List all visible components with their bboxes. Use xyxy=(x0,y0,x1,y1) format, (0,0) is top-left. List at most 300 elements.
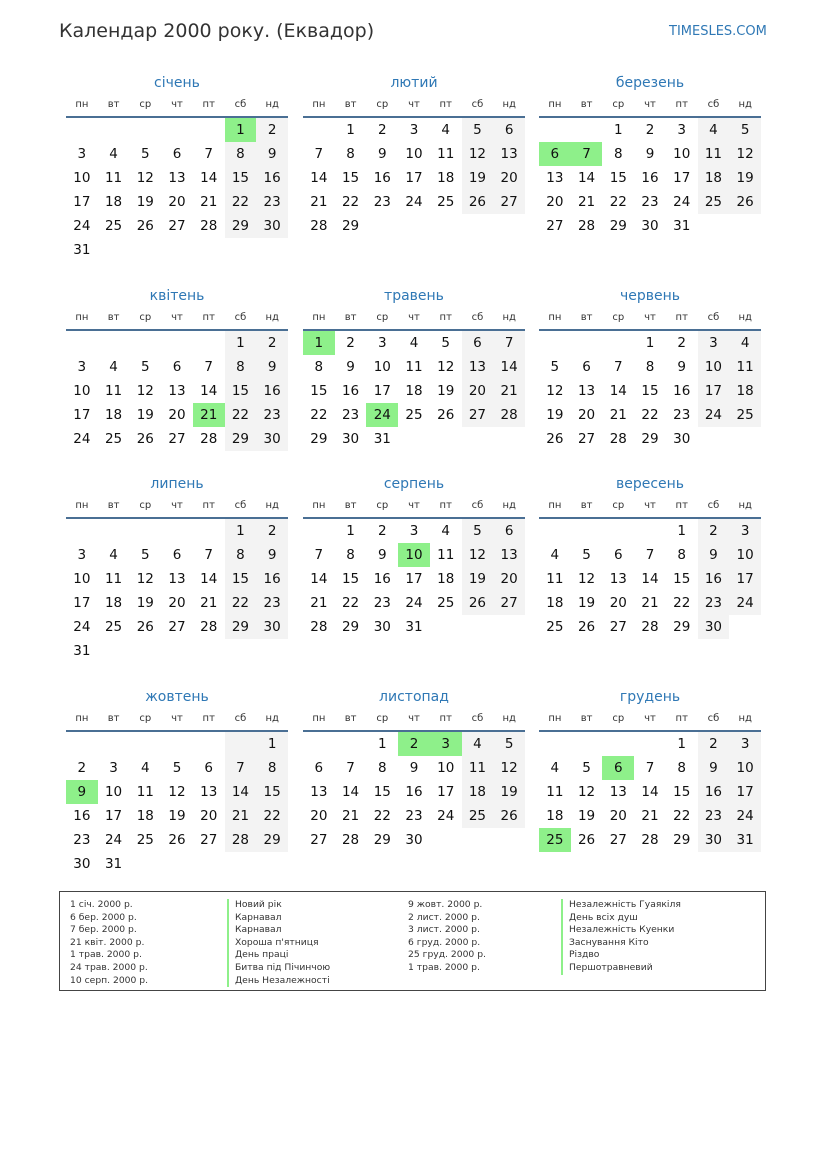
weekday-label: чт xyxy=(171,99,183,110)
day-cell: 30 xyxy=(698,828,730,852)
day-cell: 16 xyxy=(341,383,360,399)
empty-day-cell xyxy=(493,214,525,238)
day-cell: 3 xyxy=(377,335,387,351)
empty-day-cell xyxy=(539,331,571,355)
weekday-label: вт xyxy=(344,99,357,110)
day-cell: 11 xyxy=(462,756,494,780)
month-block xyxy=(303,72,525,238)
empty-day-cell xyxy=(430,615,462,639)
weekday-label: вт xyxy=(107,99,120,110)
holiday-date: 1 січ. 2000 р. xyxy=(70,899,133,910)
day-cell: 11 xyxy=(698,142,730,166)
weekday-label: нд xyxy=(738,713,752,724)
empty-day-cell xyxy=(98,238,130,262)
empty-day-cell xyxy=(539,732,571,756)
day-cell: 17 xyxy=(73,595,91,611)
day-cell: 8 xyxy=(225,355,257,379)
day-cell: 4 xyxy=(441,523,450,539)
day-cell: 6 xyxy=(172,359,182,375)
weekday-label: вт xyxy=(580,713,593,724)
day-cell: 1 xyxy=(346,523,355,539)
day-cell: 16 xyxy=(256,166,288,190)
day-cell: 9 xyxy=(256,543,288,567)
weekday-label: сб xyxy=(234,312,247,323)
weekday-label: пн xyxy=(312,713,326,724)
day-cell: 13 xyxy=(493,142,525,166)
day-cell: 18 xyxy=(104,595,123,611)
day-cell: 23 xyxy=(73,832,91,848)
day-cell: 23 xyxy=(673,407,691,423)
day-cell: 14 xyxy=(200,571,218,587)
weekday-label: пт xyxy=(439,99,452,110)
day-cell: 4 xyxy=(550,547,560,563)
day-cell: 27 xyxy=(546,218,564,234)
holiday-day-cell: 25 xyxy=(539,828,571,852)
weekday-label: ср xyxy=(376,99,389,110)
empty-day-cell xyxy=(602,331,634,355)
weekday-label: ср xyxy=(612,500,625,511)
day-cell: 19 xyxy=(136,194,154,210)
holiday-day-cell: 6 xyxy=(539,142,571,166)
empty-day-cell xyxy=(430,427,462,451)
day-cell: 7 xyxy=(314,547,324,563)
weekday-label: чт xyxy=(408,312,420,323)
day-cell: 26 xyxy=(136,619,154,635)
weekday-label: вт xyxy=(344,312,357,323)
day-cell: 15 xyxy=(673,571,691,587)
day-cell: 30 xyxy=(256,427,288,451)
weekday-label: нд xyxy=(502,713,516,724)
day-cell: 7 xyxy=(346,760,355,776)
day-cell: 26 xyxy=(729,190,761,214)
day-cell: 26 xyxy=(168,832,186,848)
weekday-label: сб xyxy=(471,312,484,323)
empty-day-cell xyxy=(129,118,161,142)
day-cell: 25 xyxy=(104,431,123,447)
empty-day-cell xyxy=(225,238,257,262)
day-cell: 25 xyxy=(698,190,730,214)
day-cell: 3 xyxy=(109,760,118,776)
day-cell: 11 xyxy=(729,355,761,379)
day-cell: 24 xyxy=(104,832,123,848)
day-cell: 5 xyxy=(140,359,150,375)
day-cell: 17 xyxy=(437,784,455,800)
holiday-name: День всіх душ xyxy=(561,912,681,925)
holiday-day-cell: 1 xyxy=(303,331,335,355)
weekday-label: сб xyxy=(471,99,484,110)
day-cell: 24 xyxy=(729,804,761,828)
weekday-label: пн xyxy=(75,500,89,511)
day-cell: 4 xyxy=(109,547,118,563)
empty-day-cell xyxy=(193,732,225,756)
day-cell: 24 xyxy=(405,194,423,210)
day-cell: 23 xyxy=(341,407,360,423)
day-cell: 24 xyxy=(729,591,761,615)
holiday-day-cell: 7 xyxy=(571,142,603,166)
holiday-date: 10 серп. 2000 р. xyxy=(70,974,149,986)
weekday-label: нд xyxy=(502,99,516,110)
day-cell: 26 xyxy=(136,218,154,234)
empty-day-cell xyxy=(493,615,525,639)
weekday-label: чт xyxy=(644,713,656,724)
empty-day-cell xyxy=(634,732,666,756)
empty-day-cell xyxy=(462,214,494,238)
weekday-header xyxy=(303,307,525,329)
weekday-label: пн xyxy=(548,99,562,110)
empty-day-cell xyxy=(493,828,525,852)
day-cell: 27 xyxy=(577,431,596,447)
day-cell: 11 xyxy=(104,571,123,587)
day-cell: 7 xyxy=(225,756,257,780)
weekday-header xyxy=(303,495,525,517)
day-cell: 13 xyxy=(577,383,596,399)
holiday-date: 6 бер. 2000 р. xyxy=(70,911,137,923)
day-cell: 2 xyxy=(77,760,87,776)
day-cell: 12 xyxy=(168,784,186,800)
day-cell: 3 xyxy=(77,146,87,162)
day-cell: 13 xyxy=(168,383,186,399)
day-cell: 5 xyxy=(582,547,591,563)
day-cell: 19 xyxy=(462,567,494,591)
day-cell: 29 xyxy=(641,431,659,447)
day-cell: 23 xyxy=(373,595,391,611)
day-cell: 10 xyxy=(729,756,761,780)
holiday-day-cell: 1 xyxy=(225,118,257,142)
day-cell: 20 xyxy=(462,379,494,403)
weekday-label: пт xyxy=(202,500,215,511)
day-grid xyxy=(539,331,761,451)
day-cell: 13 xyxy=(168,571,186,587)
day-cell: 20 xyxy=(493,166,525,190)
day-cell: 5 xyxy=(140,146,150,162)
day-cell: 20 xyxy=(493,567,525,591)
empty-day-cell xyxy=(161,732,193,756)
day-cell: 7 xyxy=(645,760,655,776)
empty-day-cell xyxy=(98,519,130,543)
day-cell: 18 xyxy=(546,595,564,611)
day-cell: 8 xyxy=(677,547,686,563)
weekday-label: чт xyxy=(408,99,420,110)
weekday-label: пт xyxy=(439,713,452,724)
day-cell: 11 xyxy=(437,146,455,162)
weekday-label: нд xyxy=(265,99,279,110)
day-cell: 17 xyxy=(673,170,691,186)
weekday-header xyxy=(66,495,288,517)
day-cell: 22 xyxy=(673,808,691,824)
weekday-label: пн xyxy=(312,500,326,511)
day-cell: 10 xyxy=(437,760,455,776)
weekday-label: ср xyxy=(612,713,625,724)
day-cell: 17 xyxy=(698,379,730,403)
day-cell: 13 xyxy=(168,170,186,186)
day-cell: 5 xyxy=(462,519,494,543)
empty-day-cell xyxy=(193,238,225,262)
day-cell: 2 xyxy=(677,335,686,351)
day-cell: 21 xyxy=(641,595,659,611)
day-grid xyxy=(66,118,288,262)
day-cell: 9 xyxy=(377,547,387,563)
day-cell: 4 xyxy=(698,118,730,142)
day-cell: 14 xyxy=(641,571,659,587)
day-cell: 15 xyxy=(225,567,257,591)
brand-link[interactable]: TIMESLES.COM xyxy=(669,24,767,39)
weekday-label: нд xyxy=(502,500,516,511)
day-cell: 22 xyxy=(641,407,659,423)
day-cell: 10 xyxy=(73,383,91,399)
holiday-name: День Незалежності xyxy=(227,975,330,988)
day-cell: 20 xyxy=(546,194,564,210)
month-name: лютий xyxy=(390,75,438,91)
day-cell: 8 xyxy=(314,359,324,375)
day-cell: 23 xyxy=(256,403,288,427)
day-cell: 26 xyxy=(493,804,525,828)
weekday-label: вт xyxy=(107,500,120,511)
weekday-label: пт xyxy=(439,500,452,511)
day-cell: 29 xyxy=(341,218,360,234)
day-cell: 7 xyxy=(493,331,525,355)
day-cell: 26 xyxy=(462,591,494,615)
empty-day-cell xyxy=(225,639,257,663)
day-cell: 21 xyxy=(641,808,659,824)
day-cell: 13 xyxy=(200,784,218,800)
weekday-header xyxy=(66,708,288,730)
empty-day-cell xyxy=(129,238,161,262)
weekday-label: нд xyxy=(738,99,752,110)
day-cell: 13 xyxy=(609,571,627,587)
day-cell: 22 xyxy=(256,804,288,828)
day-cell: 11 xyxy=(136,784,154,800)
weekday-label: вт xyxy=(580,99,593,110)
day-cell: 8 xyxy=(346,547,355,563)
day-cell: 26 xyxy=(577,619,596,635)
day-cell: 2 xyxy=(346,335,355,351)
weekday-label: сб xyxy=(471,500,484,511)
day-cell: 11 xyxy=(546,784,564,800)
day-cell: 15 xyxy=(641,383,659,399)
day-cell: 13 xyxy=(310,784,328,800)
holiday-day-cell: 2 xyxy=(398,732,430,756)
holiday-legend xyxy=(59,891,766,991)
day-cell: 22 xyxy=(341,194,360,210)
day-cell: 30 xyxy=(405,832,423,848)
day-cell: 26 xyxy=(546,431,564,447)
weekday-label: нд xyxy=(738,500,752,511)
holiday-date: 9 жовт. 2000 р. xyxy=(408,899,483,910)
day-cell: 29 xyxy=(225,427,257,451)
day-cell: 28 xyxy=(310,218,328,234)
holiday-name: Карнавал xyxy=(227,912,330,925)
weekday-label: нд xyxy=(265,312,279,323)
weekday-header xyxy=(539,495,761,517)
day-cell: 8 xyxy=(256,756,288,780)
day-cell: 18 xyxy=(405,383,423,399)
holiday-name: Хороша п'ятниця xyxy=(227,937,330,950)
day-cell: 2 xyxy=(377,122,387,138)
weekday-header xyxy=(66,307,288,329)
day-cell: 21 xyxy=(310,595,328,611)
day-cell: 4 xyxy=(729,331,761,355)
day-cell: 20 xyxy=(168,194,186,210)
weekday-label: пт xyxy=(675,713,688,724)
day-cell: 4 xyxy=(462,732,494,756)
empty-day-cell xyxy=(430,214,462,238)
day-cell: 6 xyxy=(204,760,213,776)
day-cell: 23 xyxy=(641,194,659,210)
weekday-header xyxy=(66,94,288,116)
day-cell: 6 xyxy=(582,359,591,375)
day-cell: 20 xyxy=(577,407,596,423)
day-cell: 9 xyxy=(698,543,730,567)
day-cell: 25 xyxy=(437,595,455,611)
holiday-name: Різдво xyxy=(561,949,681,962)
day-cell: 1 xyxy=(225,519,257,543)
day-cell: 14 xyxy=(493,355,525,379)
weekday-label: ср xyxy=(612,99,625,110)
day-cell: 28 xyxy=(310,619,328,635)
day-cell: 30 xyxy=(673,431,691,447)
month-name: жовтень xyxy=(145,689,209,705)
day-cell: 22 xyxy=(225,591,257,615)
day-cell: 31 xyxy=(73,643,91,659)
day-cell: 26 xyxy=(136,431,154,447)
day-cell: 29 xyxy=(673,832,691,848)
day-cell: 29 xyxy=(225,214,257,238)
day-cell: 22 xyxy=(341,595,360,611)
day-cell: 5 xyxy=(441,335,450,351)
empty-day-cell xyxy=(366,214,398,238)
day-cell: 30 xyxy=(73,856,91,872)
day-cell: 25 xyxy=(546,619,564,635)
day-cell: 10 xyxy=(373,359,391,375)
day-cell: 9 xyxy=(409,760,419,776)
empty-day-cell xyxy=(462,427,494,451)
day-cell: 9 xyxy=(645,146,655,162)
weekday-label: ср xyxy=(376,713,389,724)
day-cell: 5 xyxy=(582,760,591,776)
day-cell: 11 xyxy=(104,383,123,399)
day-cell: 13 xyxy=(609,784,627,800)
day-cell: 16 xyxy=(256,379,288,403)
day-cell: 2 xyxy=(377,523,387,539)
day-cell: 1 xyxy=(377,736,387,752)
day-cell: 25 xyxy=(729,403,761,427)
weekday-label: пт xyxy=(202,713,215,724)
weekday-label: нд xyxy=(265,713,279,724)
day-cell: 12 xyxy=(546,383,564,399)
weekday-label: вт xyxy=(107,713,120,724)
empty-day-cell xyxy=(335,732,367,756)
day-cell: 12 xyxy=(136,170,154,186)
month-block xyxy=(539,686,761,852)
holiday-date: 1 трав. 2000 р. xyxy=(408,961,480,973)
empty-day-cell xyxy=(193,639,225,663)
day-cell: 1 xyxy=(256,732,288,756)
day-cell: 28 xyxy=(493,403,525,427)
day-cell: 8 xyxy=(225,543,257,567)
empty-day-cell xyxy=(729,427,761,451)
day-cell: 17 xyxy=(729,567,761,591)
holiday-date: 21 квіт. 2000 р. xyxy=(70,936,145,948)
empty-day-cell xyxy=(225,732,257,756)
empty-day-cell xyxy=(256,238,288,262)
day-grid xyxy=(303,331,525,451)
holiday-date: 24 трав. 2000 р. xyxy=(70,961,148,973)
empty-day-cell xyxy=(256,639,288,663)
day-cell: 1 xyxy=(346,122,355,138)
day-cell: 15 xyxy=(341,170,360,186)
day-cell: 19 xyxy=(493,780,525,804)
day-cell: 17 xyxy=(405,170,423,186)
holiday-day-cell: 9 xyxy=(66,780,98,804)
day-cell: 16 xyxy=(698,567,730,591)
weekday-label: сб xyxy=(234,713,247,724)
day-cell: 18 xyxy=(104,407,123,423)
day-cell: 27 xyxy=(609,832,627,848)
day-cell: 18 xyxy=(546,808,564,824)
day-cell: 29 xyxy=(225,615,257,639)
day-cell: 27 xyxy=(493,591,525,615)
day-cell: 6 xyxy=(613,547,623,563)
holiday-day-cell: 6 xyxy=(602,756,634,780)
month-block xyxy=(303,686,525,852)
day-cell: 19 xyxy=(168,808,186,824)
day-cell: 14 xyxy=(310,571,328,587)
day-cell: 11 xyxy=(546,571,564,587)
day-cell: 16 xyxy=(405,784,423,800)
holiday-date: 7 бер. 2000 р. xyxy=(70,924,137,936)
day-cell: 5 xyxy=(550,359,560,375)
day-cell: 20 xyxy=(200,808,218,824)
month-name: березень xyxy=(615,75,685,91)
day-cell: 15 xyxy=(225,166,257,190)
empty-day-cell xyxy=(698,214,730,238)
holiday-date: 25 груд. 2000 р. xyxy=(408,949,486,961)
day-cell: 29 xyxy=(373,832,391,848)
holiday-name: Незалежність Куенки xyxy=(561,924,681,937)
day-cell: 26 xyxy=(437,407,455,423)
day-grid xyxy=(539,519,761,639)
holiday-name: Заснування Кіто xyxy=(561,937,681,950)
holiday-day-cell: 3 xyxy=(430,732,462,756)
day-cell: 14 xyxy=(577,170,596,186)
day-cell: 15 xyxy=(310,383,328,399)
holiday-name: Незалежність Гуаякіля xyxy=(561,899,681,912)
empty-day-cell xyxy=(129,732,161,756)
legend-dates-column-2 xyxy=(408,899,486,975)
day-cell: 19 xyxy=(577,595,596,611)
month-block xyxy=(539,473,761,639)
day-cell: 30 xyxy=(341,431,360,447)
day-cell: 18 xyxy=(136,808,154,824)
day-cell: 8 xyxy=(377,760,387,776)
day-cell: 24 xyxy=(73,431,91,447)
month-block xyxy=(66,473,288,663)
day-cell: 16 xyxy=(673,383,691,399)
empty-day-cell xyxy=(602,732,634,756)
day-cell: 14 xyxy=(225,780,257,804)
day-cell: 3 xyxy=(77,359,87,375)
day-cell: 25 xyxy=(104,218,123,234)
day-cell: 4 xyxy=(109,146,118,162)
day-cell: 14 xyxy=(310,170,328,186)
empty-day-cell xyxy=(193,519,225,543)
weekday-label: чт xyxy=(171,500,183,511)
day-cell: 14 xyxy=(609,383,627,399)
empty-day-cell xyxy=(303,732,335,756)
day-cell: 22 xyxy=(225,190,257,214)
day-cell: 24 xyxy=(73,218,91,234)
weekday-header xyxy=(539,307,761,329)
